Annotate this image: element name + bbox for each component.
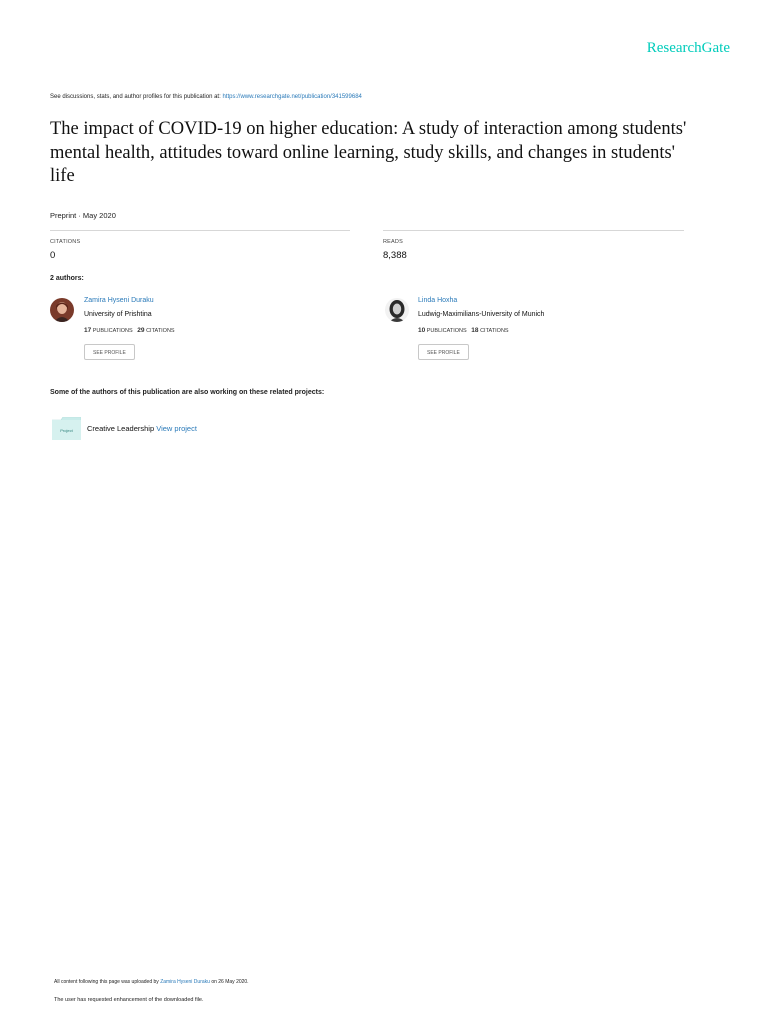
author-name-link[interactable]: Linda Hoxha — [418, 297, 458, 304]
publication-title: The impact of COVID-19 on higher education: A study of interaction among students' mental health, attitudes toward online learning, study skills, and changes in students' life — [50, 119, 687, 186]
reads-divider — [383, 230, 684, 231]
author-avatar[interactable] — [385, 298, 409, 322]
upload-note — [54, 979, 249, 985]
author-photo-icon — [385, 298, 409, 322]
author-photo-icon — [50, 298, 74, 322]
enhancement-note: The user has requested enhancement of the downloaded file. — [54, 997, 204, 1003]
researchgate-logo[interactable]: ResearchGate — [646, 40, 730, 56]
author-citations-count: 29 — [137, 327, 145, 334]
author-name-link[interactable]: Zamira Hyseni Duraku — [84, 297, 154, 304]
related-projects-heading: Some of the authors of this publication are also working on these related projects: — [50, 389, 325, 396]
see-profile-button[interactable]: SEE PROFILE — [418, 344, 469, 360]
upload-suffix: on 26 May 2020. — [209, 979, 249, 985]
author-avatar[interactable] — [50, 298, 74, 322]
publications-count: 10 — [418, 327, 426, 334]
uploader-link[interactable]: Zamira Hyseni Duraku — [160, 979, 210, 985]
author-institution: University of Prishtina — [84, 311, 152, 318]
project-name: Creative Leadership — [87, 424, 155, 433]
see-profile-button[interactable]: SEE PROFILE — [84, 344, 135, 360]
upload-prefix: All content following this page was uploaded by — [54, 979, 161, 985]
publication-type-date: Preprint · May 2020 — [50, 211, 116, 220]
citations-label: CITATIONS — [50, 239, 81, 245]
citations-value: 0 — [50, 250, 56, 261]
publication-source-line — [50, 94, 362, 100]
authors-heading: 2 authors: — [50, 275, 84, 282]
reads-label: READS — [383, 239, 403, 245]
publications-label: PUBLICATIONS — [426, 328, 467, 334]
publication-url-link[interactable]: https://www.researchgate.net/publication/341599684 — [222, 94, 362, 100]
view-project-link[interactable]: View project — [156, 424, 197, 433]
reads-value: 8,388 — [383, 250, 407, 261]
author-stats — [84, 327, 175, 334]
project-icon-label: Project — [60, 428, 73, 433]
publications-label: PUBLICATIONS — [92, 328, 133, 334]
author-citations-label: CITATIONS — [480, 328, 509, 334]
project-item — [87, 424, 197, 433]
project-folder-icon — [52, 417, 81, 440]
author-citations-label: CITATIONS — [146, 328, 175, 334]
author-institution: Ludwig-Maximilians-University of Munich — [418, 311, 545, 318]
citations-divider — [50, 230, 350, 231]
source-prefix: See discussions, stats, and author profiles for this publication at: — [50, 94, 223, 100]
author-stats — [418, 327, 509, 334]
publications-count: 17 — [84, 327, 92, 334]
author-citations-count: 18 — [471, 327, 479, 334]
